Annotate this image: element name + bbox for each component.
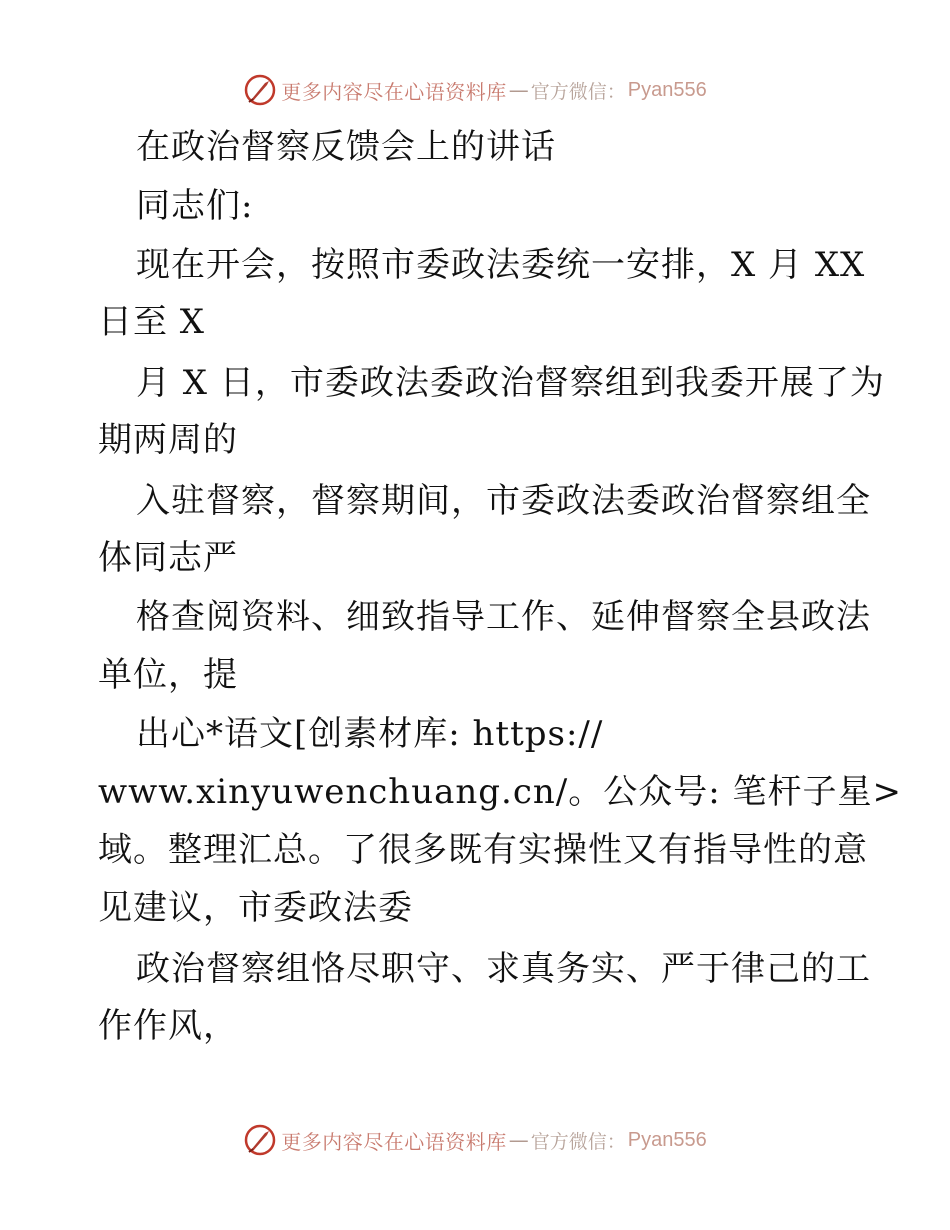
watermark-dash: — [508, 78, 529, 102]
paragraph-line: 月 X 日，市委政法委政治督察组到我委开展了为 [136, 363, 885, 403]
paragraph-line: 期两周的 [98, 420, 238, 460]
paragraph-line: 入驻督察，督察期间，市委政法委政治督察组全 [136, 481, 871, 521]
paragraph-line: 现在开会，按照市委政法委统一安排，X 月 XX [136, 245, 866, 285]
footer-watermark [0, 1120, 950, 1160]
paragraph-line: 单位，提 [98, 655, 238, 695]
watermark-label: 官方微信： [530, 80, 626, 103]
watermark-dash: — [508, 1128, 529, 1152]
paragraph-line: 日至 X [98, 302, 206, 342]
quill-pen-logo-icon [243, 1123, 277, 1157]
salutation: 同志们: [136, 186, 254, 226]
document-title: 在政治督察反馈会上的讲话 [136, 127, 556, 167]
paragraph-line: 政治督察组恪尽职守、求真务实、严于律己的工 [136, 949, 871, 989]
watermark-site-text: 更多内容尽在心语资料库 [281, 1129, 507, 1154]
paragraph-line: www.xinyuwenchuang.cn/。公众号: 笔杆子星> [98, 772, 902, 812]
watermark-account: Pyan556 [627, 1128, 707, 1151]
paragraph-line: 出心*语文[创素材库: https:// [136, 714, 604, 754]
watermark-site-text: 更多内容尽在心语资料库 [281, 79, 507, 104]
paragraph-line: 格查阅资料、细致指导工作、延伸督察全县政法 [136, 597, 871, 637]
paragraph-line: 见建议，市委政法委 [98, 888, 413, 928]
paragraph-line: 域。整理汇总。了很多既有实操性又有指导性的意 [98, 830, 868, 870]
header-watermark [0, 70, 950, 110]
watermark-account: Pyan556 [627, 78, 707, 101]
quill-pen-logo-icon [243, 73, 277, 107]
paragraph-line: 体同志严 [98, 538, 238, 578]
paragraph-line: 作作风， [98, 1006, 238, 1046]
watermark-label: 官方微信： [530, 1130, 626, 1153]
